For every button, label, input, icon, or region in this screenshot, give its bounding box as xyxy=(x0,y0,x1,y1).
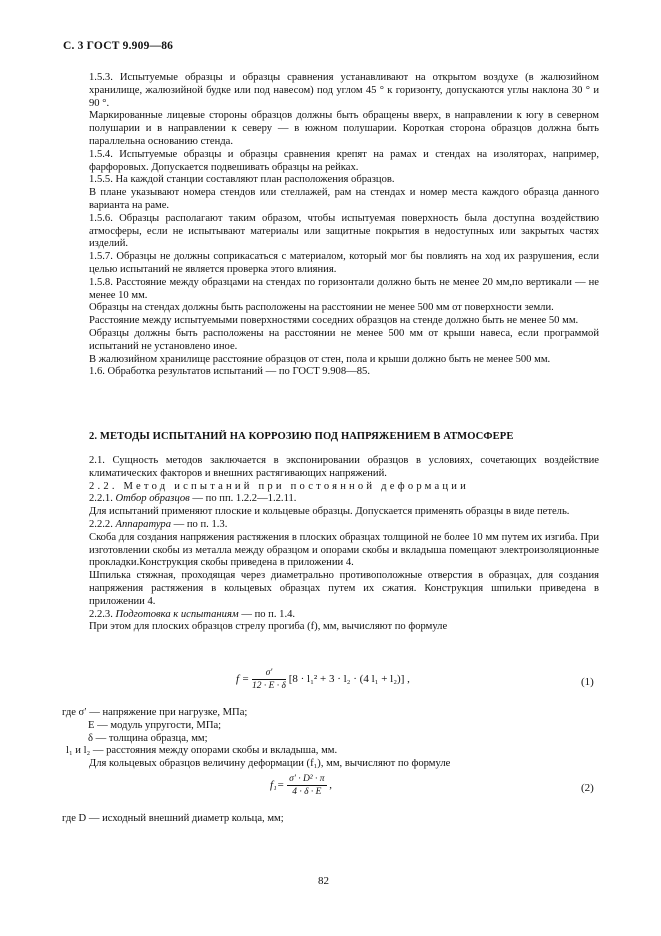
paragraph: 1.5.6. Образцы располагают таким образом, чтобы испытуемая поверхность была доступна воздействию атмосферы, если не испытывают материалы или защитные покрытия в недоступных или закрытых частях изделий. xyxy=(89,212,599,250)
paragraph: Маркированные лицевые стороны образцов должны быть обращены вверх, в направлении к югу в северном полушарии и в направлении к северу — в южном полушарии. Короткая сторона образцов должна быть параллельна основанию стенда. xyxy=(89,110,599,147)
formula-lhs: f = xyxy=(236,673,250,686)
paragraph: В жалюзийном хранилище расстояние образцов от стен, пола и крыши должно быть не менее 500 мм. xyxy=(89,353,551,365)
paragraph: 1.5.7. Образцы не должны соприкасаться с материалом, который мог бы повлиять на ход их разрушения, если целью испытаний не является проверка этого влияния. xyxy=(89,251,599,275)
page-number: 82 xyxy=(318,875,329,887)
clause-number: 2.2.1. xyxy=(89,493,113,505)
where-line: l₁ и l₂ — расстояния между опорами скобы и вкладыша, мм. xyxy=(66,745,338,757)
formula-rhs: , xyxy=(329,779,333,792)
paragraph: Образцы на стендах должны быть расположены на расстоянии не менее 500 мм от поверхности земли. xyxy=(89,302,554,314)
paragraph: В плане указывают номера стендов или стеллажей, рам на стендах и номер места каждого образца данного варианта на раме. xyxy=(89,187,599,211)
page-header: С. 3 ГОСТ 9.909—86 xyxy=(63,40,174,52)
equation-number-2: (2) xyxy=(581,782,594,794)
paragraph: При этом для плоских образцов стрелу прогиба (f), мм, вычисляют по формуле xyxy=(89,621,448,633)
paragraph: Для кольцевых образцов величину деформации (f₁), мм, вычисляют по формуле xyxy=(89,758,451,770)
paragraph: 2.1. Сущность методов заключается в экспонировании образцов в условиях, сочетающих воздействие климатических факторов и внешних растягивающих напряжений. xyxy=(89,455,599,479)
paragraph-221 xyxy=(89,493,599,506)
fraction-numerator: σ′ xyxy=(252,668,286,680)
where-line: где D — исходный внешний диаметр кольца, мм; xyxy=(62,813,284,824)
formula-1 xyxy=(236,668,410,691)
formula-rhs: [8 · l₁² + 3 · l₂ · (4 l₁ + l₂)] , xyxy=(288,673,410,686)
where-block-2 xyxy=(62,813,602,826)
paragraph-223 xyxy=(89,609,599,622)
clause-title: Отбор образцов xyxy=(115,493,190,505)
paragraph: 1.5.5. На каждой станции составляют план расположения образцов. xyxy=(89,174,395,186)
clause-number: 2.2.2. xyxy=(89,518,113,530)
clause-rest: — по п. 1.4. xyxy=(238,608,296,620)
fraction-denominator: 4 · δ · E xyxy=(292,787,322,797)
where-block-1 xyxy=(62,707,602,771)
paragraph: 1.5.8. Расстояние между образцами на стендах по горизонтали должно быть не менее 20 мм,по вертикали — не менее 10 мм. xyxy=(89,276,599,301)
section2-text xyxy=(89,455,599,634)
where-line: E — модуль упругости, МПа; xyxy=(88,719,222,731)
section1-text xyxy=(89,72,599,379)
paragraph: Шпилька стяжная, проходящая через диаметрально противоположные отверстия в образцах, для создания напряжения растяжения в кольцевых образцах путем их сжатия. Конструкция шпильки приведена в приложении 4. xyxy=(89,570,599,607)
formula-fraction xyxy=(252,668,286,691)
fraction-denominator: 12 · E · δ xyxy=(251,681,286,691)
clause-number: 2.2.3. xyxy=(89,608,113,620)
clause-rest: — по пп. 1.2.2—1.2.11. xyxy=(189,493,297,505)
formula-lhs: f₁= xyxy=(270,779,285,792)
paragraph: Образцы должны быть расположены на расстоянии не менее 500 мм от крыши навеса, если программой испытаний не установлено иное. xyxy=(89,327,599,352)
section2-heading: 2. МЕТОДЫ ИСПЫТАНИЙ НА КОРРОЗИЮ ПОД НАПРЯЖЕНИЕМ В АТМОСФЕРЕ xyxy=(89,431,514,442)
formula-2 xyxy=(270,774,332,797)
paragraph: 1.5.3. Испытуемые образцы и образцы сравнения устанавливают на открытом воздухе (в жалюзийном хранилище, жалюзийной будке или под навесом) под углом 45 ° к горизонту, допускаются углы наклона 30 ° и 90 °. xyxy=(89,72,599,109)
paragraph-method: 2.2. Метод испытаний при постоянной деформации xyxy=(89,480,470,492)
where-line: где σ′ — напряжение при нагрузке, МПа; xyxy=(62,707,248,718)
clause-title: Подготовка к испытаниям xyxy=(115,608,239,620)
clause-rest: — по п. 1.3. xyxy=(171,518,228,530)
formula-fraction xyxy=(287,774,326,797)
clause-title: Аппаратура xyxy=(115,518,171,530)
paragraph: Скоба для создания напряжения растяжения в плоских образцах толщиной не более 10 мм путем их изгиба. При изготовлении скобы из металла между образцом и опорами скобы и вкладыша помещают электроизоляционные прокладки.Конструкция скобы приведена в приложении 4. xyxy=(89,531,599,569)
where-line: δ — толщина образца, мм; xyxy=(88,732,208,744)
paragraph: 1.6. Обработка результатов испытаний — по ГОСТ 9.908—85. xyxy=(89,366,370,378)
equation-number-1: (1) xyxy=(581,676,594,688)
fraction-numerator: σ′ · D² · π xyxy=(289,774,325,784)
paragraph-222 xyxy=(89,519,599,532)
paragraph: Расстояние между испытуемыми поверхностями соседних образцов на стенде должно быть не менее 50 мм. xyxy=(89,315,579,327)
paragraph: 1.5.4. Испытуемые образцы и образцы сравнения крепят на рамах и стендах на изоляторах, например, фарфоровых. Допускается подвешивать образцы на рейках. xyxy=(89,148,599,173)
paragraph: Для испытаний применяют плоские и кольцевые образцы. Допускается применять образцы в виде петель. xyxy=(89,506,570,518)
